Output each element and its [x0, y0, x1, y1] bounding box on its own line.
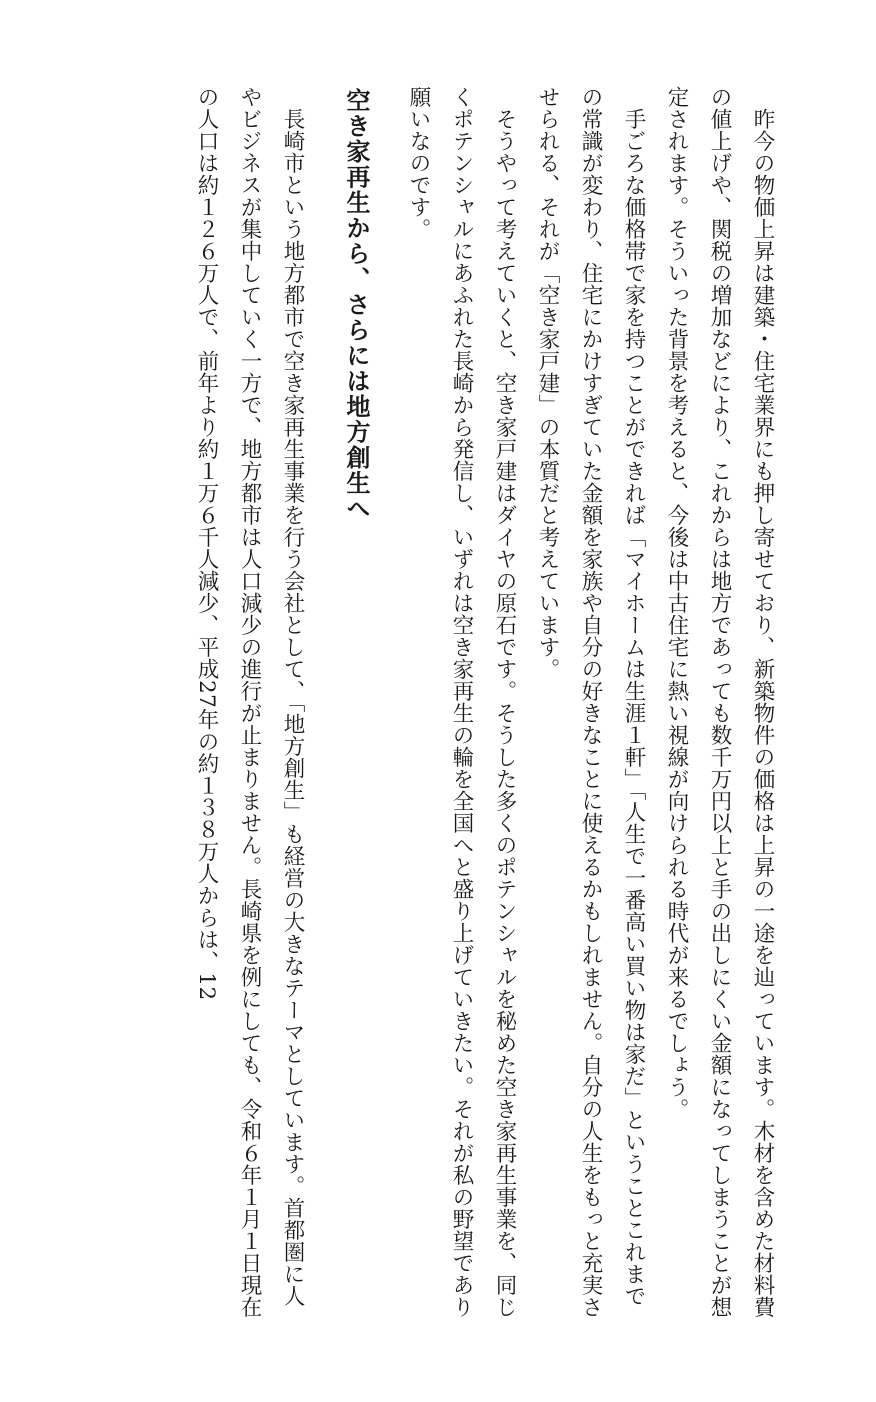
section-heading: 空き家再生から、さらには地方創生へ — [342, 88, 370, 522]
paragraph-nagasaki-population: 長崎市という地方都市で空き家再生事業を行う会社として、「地方創生」も経営の大きなテーマとしています。首都圏に人やビジネスが集中していく一方で、地方都市は人口減少の進行が止まりません。長崎県を例にしても、令和６年１月１日現在の人口は約１２６万人で、前年より約１万６千人減少、平成27年の約１３８万人からは、12 — [194, 86, 305, 1318]
vertical-text-body — [84, 86, 784, 1326]
paragraph-diamond-in-rough: そうやって考えていくと、空き家戸建はダイヤの原石です。そうした多くのポテンシャルを秘めた空き家再生事業を、同じくポテンシャルにあふれた長崎から発信し、いずれは空き家再生の輪を全国へと盛り上げていきたい。それが私の野望であり願いなのです。 — [406, 86, 517, 1318]
paragraph-material-costs: 昨今の物価上昇は建築・住宅業界にも押し寄せており、新築物件の価格は上昇の一途を辿っています。木材を含めた材料費の値上げや、関税の増加などにより、これからは地方であっても数千万円以上と手の出しにくい金額になってしまうことが想定されます。そういった背景を考えると、今後は中古住宅に熱い視線が向けられる時代が来るでしょう。 — [664, 86, 775, 1318]
paragraph-affordable-home: 手ごろな価格帯で家を持つことができれば「マイホームは生涯１軒」「人生で一番高い買い物は家だ」ということこれまでの常識が変わり、住宅にかけすぎていた金額を家族や自分の好きなことに使えるかもしれません。自分の人生をもっと充実させられる、それが「空き家戸建」の本質だと考えています。 — [535, 86, 646, 1318]
